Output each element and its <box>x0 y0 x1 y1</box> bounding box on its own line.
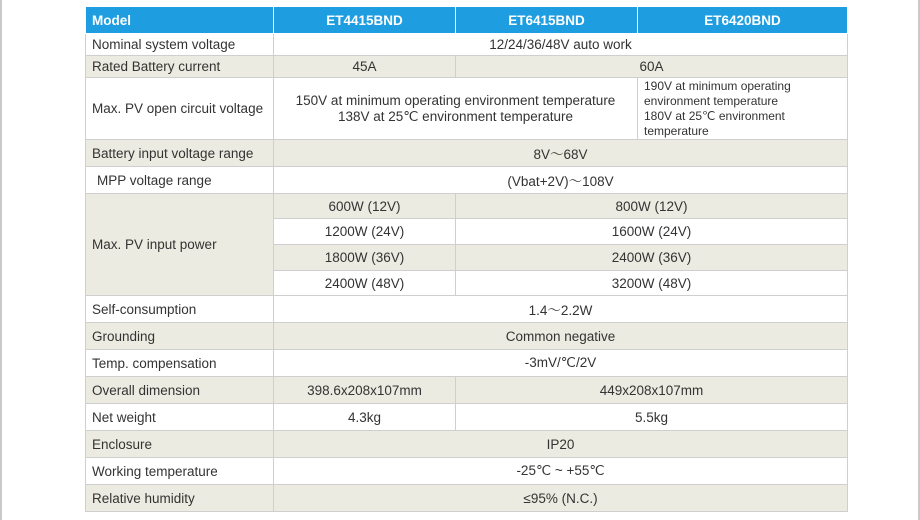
value-nominal-voltage: 12/24/36/48V auto work <box>274 34 848 56</box>
pv-open-circuit-b-line4: temperature <box>644 123 709 138</box>
pv-open-circuit-a-line1: 150V at minimum operating environment temperature <box>295 92 616 108</box>
pv-open-circuit-b-line1: 190V at minimum operating <box>644 78 791 93</box>
value-max-pv-power-a-24v: 1200W (24V) <box>274 219 456 245</box>
value-grounding: Common negative <box>274 323 848 350</box>
row-label-relative-humidity: Relative humidity <box>86 485 274 512</box>
value-temp-compensation: -3mV/℃/2V <box>274 350 848 377</box>
table-row <box>86 167 848 194</box>
value-max-pv-power-a-12v: 600W (12V) <box>274 194 456 219</box>
value-rated-current-b: 60A <box>456 56 848 78</box>
table-row <box>86 140 848 167</box>
table-row <box>86 377 848 404</box>
row-label-overall-dimension: Overall dimension <box>86 377 274 404</box>
row-label-battery-input-range: Battery input voltage range <box>86 140 274 167</box>
row-label-nominal-voltage: Nominal system voltage <box>86 34 274 56</box>
value-pv-open-circuit-a <box>274 78 638 140</box>
model-et6415bnd: ET6415BND <box>456 7 638 34</box>
table-row <box>86 323 848 350</box>
table-row <box>86 485 848 512</box>
value-battery-input-range: 8V～68V <box>274 140 848 167</box>
row-label-rated-current: Rated Battery current <box>86 56 274 78</box>
value-relative-humidity: ≤95% (N.C.) <box>274 485 848 512</box>
table-row <box>86 78 848 140</box>
value-net-weight-a: 4.3kg <box>274 404 456 431</box>
value-max-pv-power-b-36v: 2400W (36V) <box>456 245 848 271</box>
model-et6420bnd: ET6420BND <box>638 7 848 34</box>
table-row <box>86 458 848 485</box>
row-label-self-consumption: Self-consumption <box>86 296 274 323</box>
row-label-enclosure: Enclosure <box>86 431 274 458</box>
value-overall-dimension-b: 449x208x107mm <box>456 377 848 404</box>
table-row <box>86 350 848 377</box>
model-et4415bnd: ET4415BND <box>274 7 456 34</box>
value-max-pv-power-b-24v: 1600W (24V) <box>456 219 848 245</box>
value-rated-current-a: 45A <box>274 56 456 78</box>
value-max-pv-power-a-36v: 1800W (36V) <box>274 245 456 271</box>
row-label-grounding: Grounding <box>86 323 274 350</box>
pv-open-circuit-b-line3: 180V at 25℃ environment <box>644 108 785 123</box>
value-max-pv-power-a-48v: 2400W (48V) <box>274 271 456 296</box>
value-self-consumption: 1.4～2.2W <box>274 296 848 323</box>
row-label-max-pv-power: Max. PV input power <box>86 194 274 296</box>
table-row <box>86 34 848 56</box>
table-row <box>86 296 848 323</box>
header-label: Model <box>86 7 274 34</box>
value-mpp-range: (Vbat+2V)～108V <box>274 167 848 194</box>
spec-table <box>85 6 848 512</box>
table-row <box>86 431 848 458</box>
row-label-net-weight: Net weight <box>86 404 274 431</box>
pv-open-circuit-a-line2: 138V at 25℃ environment temperature <box>337 108 574 124</box>
value-enclosure: IP20 <box>274 431 848 458</box>
table-row <box>86 194 848 219</box>
value-overall-dimension-a: 398.6x208x107mm <box>274 377 456 404</box>
value-net-weight-b: 5.5kg <box>456 404 848 431</box>
value-max-pv-power-b-48v: 3200W (48V) <box>456 271 848 296</box>
value-max-pv-power-b-12v: 800W (12V) <box>456 194 848 219</box>
table-row <box>86 404 848 431</box>
row-label-temp-compensation: Temp. compensation <box>86 350 274 377</box>
page-edge-left <box>0 0 2 520</box>
row-label-pv-open-circuit: Max. PV open circuit voltage <box>86 78 274 140</box>
value-pv-open-circuit-b <box>638 78 848 140</box>
pv-open-circuit-b-line2: environment temperature <box>644 93 779 108</box>
header-row <box>86 7 848 34</box>
table-row <box>86 56 848 78</box>
row-label-mpp-range: MPP voltage range <box>86 167 274 194</box>
value-working-temperature: -25℃ ~ +55℃ <box>274 458 848 485</box>
row-label-working-temperature: Working temperature <box>86 458 274 485</box>
